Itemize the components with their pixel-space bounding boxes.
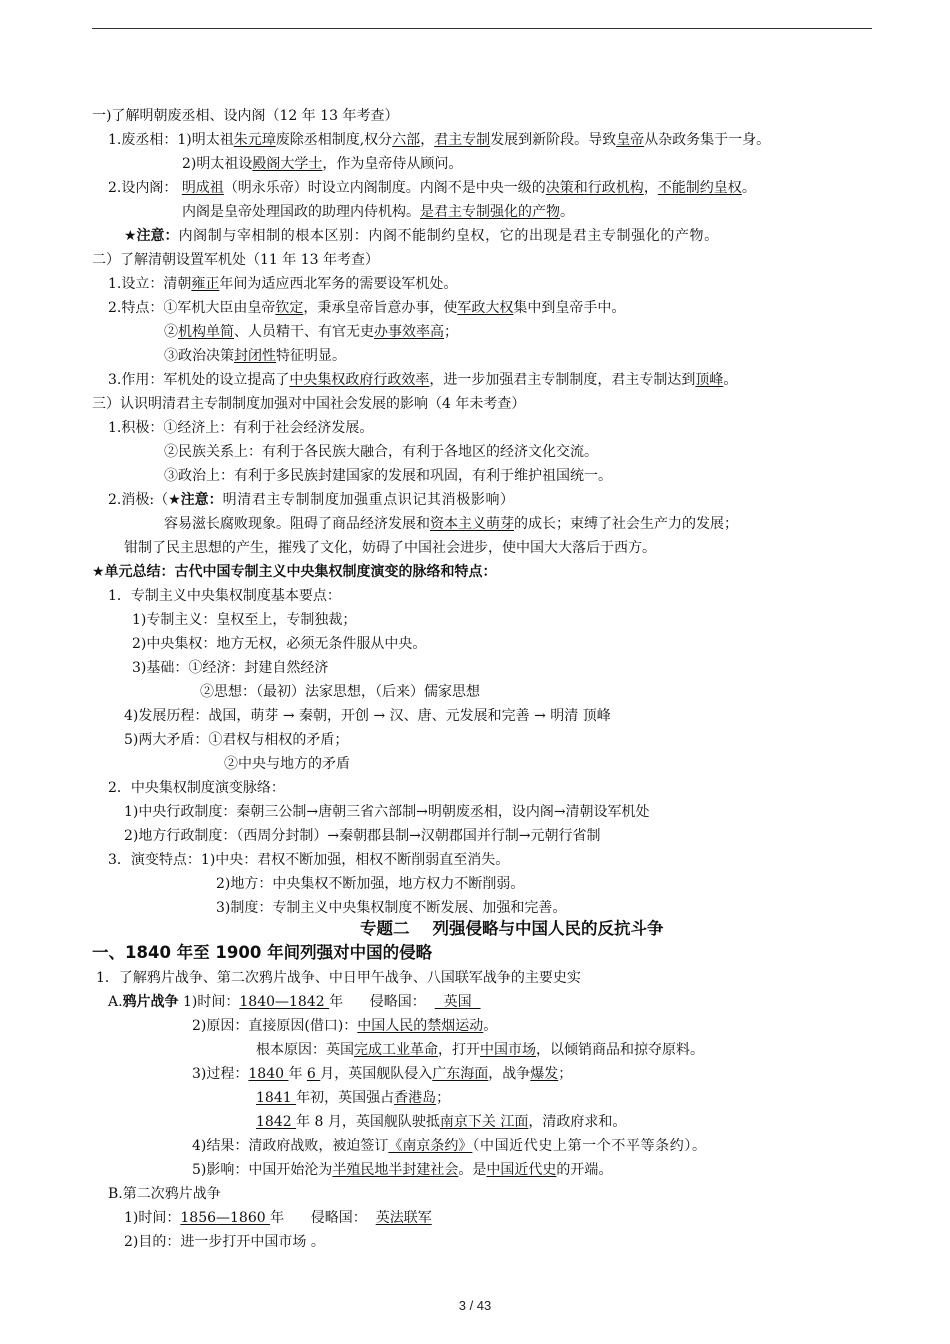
- header-rule: [92, 28, 872, 29]
- section-heading: [92, 942, 432, 964]
- text-line: [124, 706, 611, 726]
- text-run: 。: [483, 1018, 498, 1034]
- text-line: [192, 1136, 707, 1156]
- text-run: 二）了解清朝设置军机处（11 年 13 年考查）: [92, 252, 379, 268]
- text-run: 年间为适应西北军务的需要设军机处。: [219, 276, 458, 292]
- section-heading: [360, 918, 663, 940]
- text-run: 明清君主专制制度加强重点识记其消极影响）: [222, 492, 515, 508]
- text-run: 2.消极:（: [108, 492, 169, 508]
- text-run: B.第二次鸦片战争: [108, 1186, 221, 1202]
- underlined-term: 中国市场: [480, 1042, 536, 1058]
- underlined-term: 军政大权: [457, 300, 514, 316]
- text-run: 4)结果：清政府战败，被迫签订: [192, 1138, 389, 1154]
- text-line: [108, 850, 509, 870]
- text-run: 3.作用：军机处的设立提高了: [108, 372, 290, 388]
- text-run: 2)目的：进一步打开中国市场 。: [124, 1234, 325, 1250]
- text-line: [200, 682, 480, 702]
- underlined-term: 6: [306, 1066, 321, 1082]
- underlined-term: 朱元璋: [233, 132, 276, 148]
- text-run: ，以倾销商品和掠夺原料。: [536, 1042, 704, 1058]
- text-run: 1.设立：清朝: [108, 276, 192, 292]
- text-run: 钳制了民主思想的产生，摧残了文化，妨碍了中国社会进步，使中国大大落后于西方。: [124, 540, 656, 556]
- text-line: [92, 250, 379, 270]
- text-run: ②中央与地方的矛盾: [224, 756, 350, 772]
- underlined-term: 1841: [256, 1090, 297, 1106]
- text-line: [96, 968, 581, 988]
- underlined-term: 钦定: [275, 300, 304, 316]
- underlined-term: 1856—1860: [180, 1210, 271, 1226]
- text-line: [108, 370, 737, 390]
- text-run: 3)制度：专制主义中央集权制度不断发展、加强和完善。: [216, 900, 567, 916]
- underlined-term: 英法联军: [375, 1210, 432, 1226]
- text-line: [124, 802, 650, 822]
- text-line: [164, 514, 738, 534]
- text-run: ，战争: [488, 1066, 531, 1082]
- text-line: [182, 154, 462, 174]
- text-run: ，作为皇帝侍从顾问。: [322, 156, 463, 172]
- text-line: [92, 562, 497, 582]
- text-line: [164, 322, 458, 342]
- text-line: [164, 442, 598, 462]
- text-run: 3)基础：①经济：封建自然经济: [132, 660, 329, 676]
- text-line: [92, 106, 398, 126]
- text-line: [108, 1184, 221, 1204]
- text-run: 发展到新阶段。导致: [490, 132, 617, 148]
- text-run: 2)明太祖设: [182, 156, 253, 172]
- text-run: 。是: [458, 1162, 487, 1178]
- text-run: 4)发展历程：战国，萌芽 → 秦朝，开创 → 汉、唐、元发展和完善 → 明清 顶峰: [124, 708, 611, 724]
- text-run: ；: [444, 324, 458, 340]
- underlined-term: 不能制约皇权: [657, 180, 742, 196]
- text-run: 5)影响：中国开始沦为: [192, 1162, 333, 1178]
- text-run: ③政治决策: [164, 348, 234, 364]
- underlined-term: 完成工业革命: [354, 1042, 438, 1058]
- text-run: 3)过程：: [192, 1066, 249, 1082]
- bold-text: ★注意：: [168, 492, 223, 508]
- underlined-term: 明成祖: [181, 180, 224, 196]
- text-run: ，打开: [438, 1042, 480, 1058]
- text-run: ②民族关系上：有利于各民族大融合，有利于各地区的经济文化交流。: [164, 444, 598, 460]
- text-run: 2)中央集权：地方无权，必须无条件服从中央。: [132, 636, 427, 652]
- text-run: 1)时间：: [178, 994, 240, 1010]
- text-line: [124, 1208, 432, 1228]
- text-run: ，清政府求和。: [528, 1114, 627, 1130]
- bold-text: ★单元总结：古代中国专制主义中央集权制度演变的脉络和特点：: [92, 564, 497, 580]
- text-line: [192, 1064, 572, 1084]
- underlined-term: 皇帝: [616, 132, 645, 148]
- page-number: 3 / 43: [458, 1298, 492, 1313]
- underlined-term: 君主专制: [434, 132, 491, 148]
- text-line: [124, 826, 601, 846]
- text-run: ②: [164, 324, 178, 340]
- underlined-term: 中国人民的禁烟运动: [357, 1018, 484, 1034]
- text-run: 容易滋长腐败现象。阻碍了商品经济发展和: [164, 516, 430, 532]
- text-run: 从杂政务集于一身。: [644, 132, 771, 148]
- text-line: [192, 1160, 612, 1180]
- text-run: 一)了解明朝废丞相、设内阁（12 年 13 年考查）: [92, 108, 399, 124]
- text-line: [108, 178, 756, 198]
- text-run: 。: [723, 372, 738, 388]
- text-line: [92, 394, 525, 414]
- text-run: 1．了解鸦片战争、第二次鸦片战争、中日甲午战争、八国联军战争的主要史实: [96, 970, 581, 986]
- underlined-term: 顶峰: [695, 372, 724, 388]
- text-line: [164, 466, 612, 486]
- text-line: [256, 1088, 450, 1108]
- text-line: [108, 298, 625, 318]
- text-line: [108, 586, 341, 606]
- text-line: [124, 226, 719, 246]
- underlined-term: 六部: [392, 132, 421, 148]
- text-line: [164, 346, 346, 366]
- text-run: 根本原因：英国: [256, 1042, 354, 1058]
- text-run: ②思想：（最初）法家思想，（后来）儒家思想: [200, 684, 480, 700]
- text-run: 年初，英国强占: [296, 1090, 395, 1106]
- text-run: 2)地方：中央集权不断加强，地方权力不断削弱。: [216, 876, 525, 892]
- underlined-term: 机构单简: [178, 324, 234, 340]
- text-run: 特征明显。: [276, 348, 346, 364]
- text-run: （中国近代史上第一个不平等条约）。: [472, 1138, 707, 1154]
- text-run: 2)原因：直接原因(借口)：: [192, 1018, 358, 1034]
- text-line: [192, 1016, 497, 1036]
- underlined-term: 1840: [248, 1066, 289, 1082]
- underlined-term: 办事效率高: [374, 324, 444, 340]
- text-run: ，进一步加强君主专制制度，君主专制达到: [429, 372, 696, 388]
- text-run: 3．演变特点：1)中央：君权不断加强，相权不断削弱直至消失。: [108, 852, 510, 868]
- text-line: [132, 658, 328, 678]
- text-line: [182, 202, 574, 222]
- text-run: ，: [643, 180, 658, 196]
- underlined-term: 封闭性: [234, 348, 276, 364]
- text-run: ，: [420, 132, 435, 148]
- text-run: 2．中央集权制度演变脉络：: [108, 780, 285, 796]
- text-run: 的成长；束缚了社会生产力的发展；: [514, 516, 738, 532]
- text-run: 三）认识明清君主专制制度加强对中国社会发展的影响（4 年未考查）: [92, 396, 526, 412]
- text-run: （明永乐帝）时设立内阁制度。内阁不是中央一级的: [223, 180, 546, 196]
- text-run: 2.设内阁：: [108, 180, 182, 196]
- text-line: [124, 1232, 325, 1252]
- text-line: [132, 610, 356, 630]
- text-run: 废除丞相制度,权分: [275, 132, 393, 148]
- text-line: [108, 778, 285, 798]
- text-run: 年 侵略国：: [329, 994, 435, 1010]
- text-line: [216, 874, 524, 894]
- text-line: [216, 898, 566, 918]
- underlined-term: 英国: [434, 994, 481, 1010]
- underlined-term: 是君主专制强化的产物: [420, 204, 560, 220]
- text-run: 。: [741, 180, 756, 196]
- text-run: ③政治上：有利于多民族封建国家的发展和巩固，有利于维护祖国统一。: [164, 468, 612, 484]
- text-line: [132, 634, 426, 654]
- text-run: 年 8 月，英国舰队驶抵: [296, 1114, 440, 1130]
- text-line: [224, 754, 350, 774]
- underlined-term: 决策和行政机构: [545, 180, 644, 196]
- text-run: 2.特点：①军机大臣由皇帝: [108, 300, 276, 316]
- text-run: 年: [288, 1066, 307, 1082]
- text-run: 月，英国舰队侵入: [320, 1066, 433, 1082]
- underlined-term: 香港岛: [394, 1090, 437, 1106]
- text-run: 的开端。: [556, 1162, 613, 1178]
- text-run: ；: [558, 1066, 573, 1082]
- underlined-term: 殿阁大学士: [252, 156, 323, 172]
- underlined-term: 中央集权政府行政效率: [289, 372, 430, 388]
- underlined-term: 《南京条约》: [388, 1138, 473, 1154]
- text-run: ，秉承皇帝旨意办事，使: [303, 300, 458, 316]
- text-line: [124, 538, 656, 558]
- text-run: 2)地方行政制度：（西周分封制）→秦朝郡县制→汉朝郡国并行制→元朝行省制: [124, 828, 601, 844]
- text-line: [108, 274, 457, 294]
- text-run: ；: [436, 1090, 451, 1106]
- underlined-term: 1840—1842: [239, 994, 330, 1010]
- underlined-term: 资本主义萌芽: [430, 516, 514, 532]
- text-run: 5)两大矛盾：①君权与相权的矛盾；: [124, 732, 349, 748]
- underlined-term: 广东海面: [432, 1066, 489, 1082]
- text-run: 1)中央行政制度：秦朝三公制→唐朝三省六部制→明朝废丞相，设内阁→清朝设军机处: [124, 804, 650, 820]
- text-line: [124, 730, 348, 750]
- text-run: 专题二 列强侵略与中国人民的反抗斗争: [360, 919, 664, 938]
- text-run: 。: [560, 204, 574, 220]
- text-run: 1)专制主义：皇权至上，专制独裁；: [132, 612, 357, 628]
- text-run: 年 侵略国：: [270, 1210, 376, 1226]
- text-run: 内阁是皇帝处理国政的助理内侍机构。: [182, 204, 420, 220]
- text-line: [108, 418, 373, 438]
- text-line: [108, 992, 481, 1012]
- text-line: [108, 130, 770, 150]
- bold-text: ★注意：: [124, 228, 179, 244]
- text-run: 1)时间：: [124, 1210, 181, 1226]
- text-run: 1.废丞相：1)明太祖: [108, 132, 234, 148]
- underlined-term: 1842: [256, 1114, 297, 1130]
- text-run: 集中到皇帝手中。: [513, 300, 626, 316]
- underlined-term: 爆发: [530, 1066, 559, 1082]
- underlined-term: 南京下关 江面: [439, 1114, 529, 1130]
- underlined-term: 半殖民地半封建社会: [332, 1162, 459, 1178]
- text-run: 、人员精干、有官无吏: [234, 324, 374, 340]
- text-run: 1.积极：①经济上：有利于社会经济发展。: [108, 420, 374, 436]
- bold-text: 鸦片战争: [122, 994, 179, 1010]
- text-run: 一、1840 年至 1900 年间列强对中国的侵略: [92, 943, 433, 962]
- text-run: 1．专制主义中央集权制度基本要点：: [108, 588, 341, 604]
- text-line: [256, 1112, 626, 1132]
- text-line: [108, 490, 515, 510]
- text-run: A.: [108, 994, 123, 1010]
- underlined-term: 中国近代史: [486, 1162, 557, 1178]
- text-run: 内阁制与宰相制的根本区别：内阁不能制约皇权，它的出现是君主专制强化的产物。: [178, 228, 719, 244]
- text-line: [256, 1040, 704, 1060]
- underlined-term: 雍正: [191, 276, 220, 292]
